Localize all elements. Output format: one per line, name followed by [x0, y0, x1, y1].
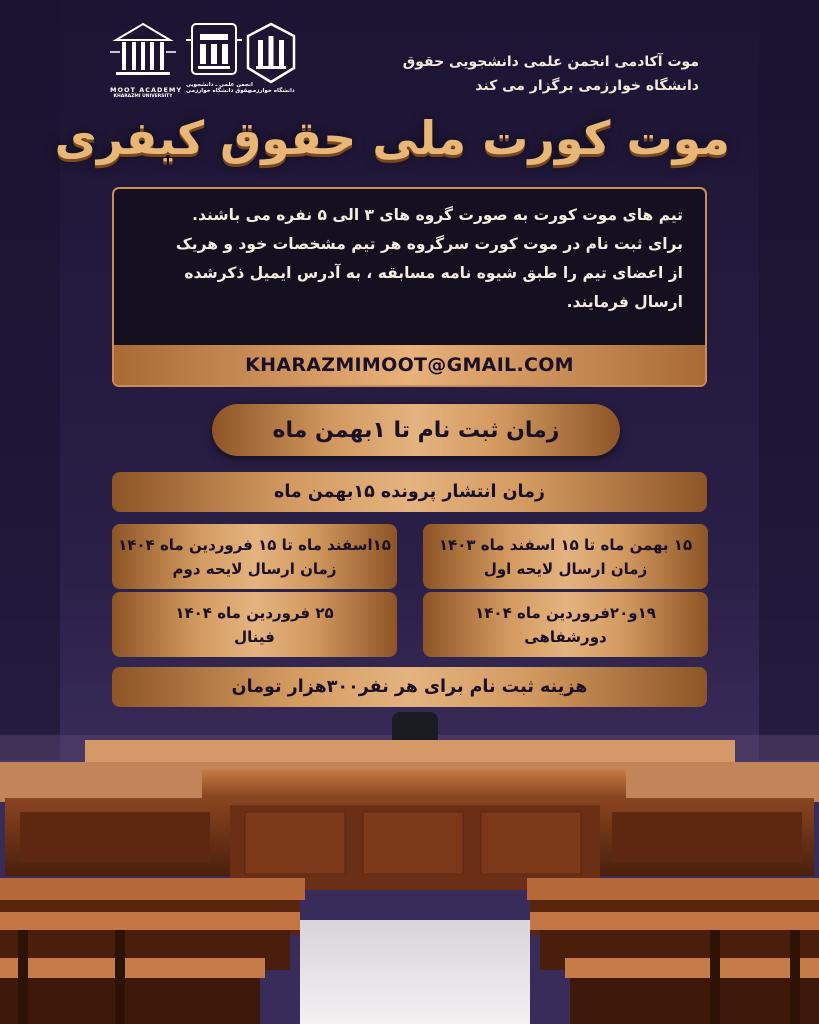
schedule-label: دورشفاهی: [524, 627, 607, 646]
logo-law-association: [186, 20, 253, 104]
info-line: تیم های موت کورت به صورت گروه های ۳ الی ۵ نفره می باشند.: [192, 206, 683, 224]
logo-moot-academy: [110, 22, 183, 102]
organizer-text: [359, 50, 699, 98]
schedule-date: ۱۹و۲۰فروردین ماه ۱۴۰۴: [475, 603, 656, 622]
schedule-oral-round: [423, 592, 708, 657]
info-line: ارسال فرمایند.: [566, 293, 683, 311]
schedule-date: ۱۵ بهمن ماه تا ۱۵ اسفند ماه ۱۴۰۳: [438, 535, 693, 554]
logo-label: حقوق دانشگاه خوارزمی: [186, 88, 252, 94]
email-address[interactable]: KHARAZMIMOOT@GMAIL.COM: [114, 345, 705, 385]
logo-label: KHARAZMI UNIVERSITY: [113, 94, 173, 99]
registration-fee: هزینه ثبت نام برای هر نفر۳۰۰هزار تومان: [112, 667, 707, 707]
schedule-date: ۱۵اسفند ماه تا ۱۵ فروردین ماه ۱۴۰۴: [118, 535, 391, 554]
registration-deadline: زمان ثبت نام تا ۱بهمن ماه: [212, 404, 620, 456]
logo-label: دانشگاه خوارزمی: [247, 88, 295, 94]
logo-label: انجمن علمی ـ دانشجویی: [186, 82, 253, 88]
schedule-date: ۲۵ فروردین ماه ۱۴۰۴: [175, 603, 334, 622]
page-title: موت کورت ملی حقوق کیفری: [54, 111, 730, 165]
info-line: برای ثبت نام در موت کورت سرگروه هر تیم مشخصات خود و هریک: [175, 235, 683, 253]
law-association-logo-icon: [186, 20, 242, 78]
case-release-date: زمان انتشار پرونده ۱۵بهمن ماه: [112, 472, 707, 512]
schedule-label: فینال: [234, 627, 275, 646]
organizer-line: دانشگاه خوارزمی برگزار می کند: [475, 78, 699, 94]
schedule-final: [112, 592, 397, 657]
info-box: [112, 187, 707, 387]
schedule-second-brief: [112, 524, 397, 589]
logo-label: MOOT ACADEMY: [110, 86, 183, 94]
schedule-label: زمان ارسال لایحه دوم: [172, 559, 337, 578]
kharazmi-university-logo-icon: [244, 22, 298, 84]
schedule-label: زمان ارسال لایحه اول: [483, 559, 648, 578]
info-line: از اعضای تیم را طبق شیوه نامه مسابقه ، به آدرس ایمیل ذکرشده: [184, 264, 683, 282]
info-text: [133, 201, 683, 317]
moot-academy-logo-icon: [110, 22, 176, 82]
organizer-line: موت آکادمی انجمن علمی دانشجویی حقوق: [402, 54, 699, 70]
logo-kharazmi-university: [244, 22, 298, 102]
schedule-first-brief: [423, 524, 708, 589]
